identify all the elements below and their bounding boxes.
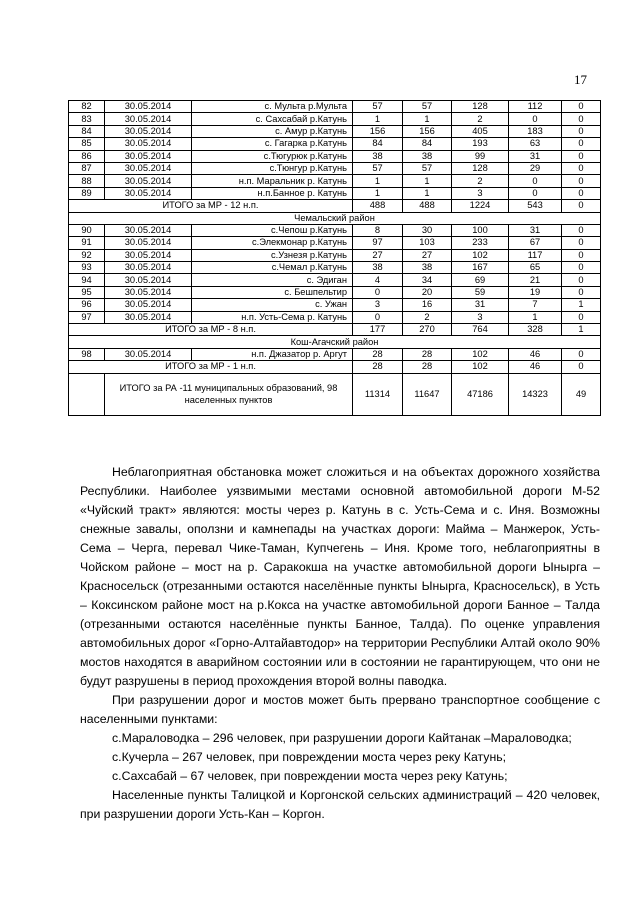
table-cell: 86 [69,150,105,162]
table-cell: 84 [403,138,452,150]
table-cell: 0 [562,113,601,125]
region-title: Кош-Агачский район [69,336,601,348]
total-value: 28 [353,361,403,373]
table-cell: 59 [452,286,509,298]
table-cell: 38 [403,150,452,162]
table-cell: 93 [69,262,105,274]
paragraph: Неблагоприятная обстановка может сложиться и на объектах дорожного хозяйства Республики. Наиболее уязвимыми местами основной автомобильной дороги М-52 «Чуйский тракт» являются: мосты через р. Катунь в с. Усть-Сема и с. Иня. Возможны снежные завалы, оползни и камнепады на участках дороги: Майма – Манжерок, Усть-Сема – Черга, перевал Чике-Таман, Купчегень – Иня. Кроме того, неблагоприятны в Чойском районе – мост на р. Саракокша на участке автомобильной дороги Ынырга – Красносельск (отрезанными остаются населённые пункты Ынырга, Красносельск), в Усть – Коксинском районе мост на р.Кокса на участке автомобильной дороги Банное – Талда (отрезанными остаются населённые пункты Банное, Талда). По оценке управления автомобильных дорог «Горно-Алтайавтодор» на территории Республики Алтай около 90% мостов находятся в аварийном состоянии или в состоянии не гарантирующем, что они не будут разрушены в период прохождения второй волны паводка. [80,465,600,688]
table-cell: 1 [353,175,403,187]
total-value: 14323 [509,373,562,415]
page-number: 17 [574,72,587,87]
table-row [69,286,601,298]
table-cell: 30.05.2014 [105,299,192,311]
table-cell: 3 [353,299,403,311]
total-row [69,324,601,336]
table-cell: 0 [562,224,601,236]
table-cell: 91 [69,237,105,249]
table-cell: 0 [562,162,601,174]
table-cell: 405 [452,125,509,137]
table-cell [69,373,105,415]
table-row [69,224,601,236]
settlement-cell: с. Бешпельтир [192,286,353,298]
table-cell: 0 [562,150,601,162]
table-cell: 0 [562,187,601,199]
table-cell: 0 [353,286,403,298]
table-cell: 1 [562,299,601,311]
table-cell: 19 [509,286,562,298]
table-cell: 102 [452,249,509,261]
table-row [69,237,601,249]
total-value: 11647 [403,373,452,415]
table-cell: 112 [509,101,562,113]
total-value: 1 [562,324,601,336]
total-value: 177 [353,324,403,336]
total-value: 270 [403,324,452,336]
table-row [69,150,601,162]
table-cell: 193 [452,138,509,150]
region-row [69,212,601,224]
paragraph: Населенные пункты Талицкой и Коргонской сельских администраций – 420 человек, при разрушении дороги Усть-Кан – Коргон. [80,788,600,821]
table-cell: 3 [452,311,509,323]
table-row [69,348,601,360]
table-row [69,249,601,261]
table-cell: 21 [509,274,562,286]
table-cell: 57 [353,101,403,113]
table-cell: 65 [509,262,562,274]
table-cell: 16 [403,299,452,311]
table-cell: 156 [403,125,452,137]
table-cell: 117 [509,249,562,261]
table-cell: 38 [403,262,452,274]
table-cell: 57 [353,162,403,174]
table-cell: 67 [509,237,562,249]
paragraph: При разрушении дорог и мостов может быть прервано транспортное сообщение с населенными пунктами: [80,693,600,726]
paragraph: с.Сахсабай – 67 человек, при повреждении моста через реку Катунь; [112,769,508,783]
table-cell: 30.05.2014 [105,125,192,137]
table-cell: 2 [403,311,452,323]
settlement-cell: с. Эдиган [192,274,353,286]
table-cell: 84 [69,125,105,137]
table-row [69,175,601,187]
table-cell: 27 [353,249,403,261]
table-row [69,311,601,323]
total-value: 0 [562,361,601,373]
settlement-cell: с. Сахсабай р.Катунь [192,113,353,125]
total-value: 764 [452,324,509,336]
table-cell: 4 [353,274,403,286]
table-cell: 0 [353,311,403,323]
table-cell: 0 [562,286,601,298]
table-cell: 94 [69,274,105,286]
settlement-cell: с.Элекмонар р.Катунь [192,237,353,249]
table-cell: 30 [403,224,452,236]
total-value: 543 [509,200,562,212]
table-cell: 30.05.2014 [105,224,192,236]
table-cell: 30.05.2014 [105,113,192,125]
table-cell: 95 [69,286,105,298]
total-value: 328 [509,324,562,336]
table-cell: 1 [353,113,403,125]
table-cell: 96 [69,299,105,311]
table-cell: 0 [562,262,601,274]
table-cell: 63 [509,138,562,150]
table-cell: 2 [452,175,509,187]
table-cell: 167 [452,262,509,274]
total-value: 102 [452,361,509,373]
total-value: 1224 [452,200,509,212]
total-row [69,373,601,415]
table-cell: 99 [452,150,509,162]
table-cell: 87 [69,162,105,174]
table-cell: 30.05.2014 [105,311,192,323]
total-value: 46 [509,361,562,373]
settlement-cell: с.Тюнгур р.Катунь [192,162,353,174]
table-cell: 1 [353,187,403,199]
table-cell: 0 [562,138,601,150]
table-cell: 183 [509,125,562,137]
table-cell: 28 [353,348,403,360]
table-cell: 88 [69,175,105,187]
total-label: ИТОГО за МР - 1 н.п. [69,361,353,373]
table-cell: 0 [562,125,601,137]
table-cell: 38 [353,150,403,162]
table-cell: 89 [69,187,105,199]
table-cell: 31 [509,224,562,236]
table-cell: 128 [452,162,509,174]
table-cell: 30.05.2014 [105,274,192,286]
total-label: ИТОГО за МР - 8 н.п. [69,324,353,336]
paragraph: с.Кучерла – 267 человек, при повреждении моста через реку Катунь; [112,750,507,764]
table-cell: 97 [69,311,105,323]
settlement-cell: с. Ужан [192,299,353,311]
table-cell: 0 [509,113,562,125]
table-cell: 0 [562,101,601,113]
table-cell: 0 [562,249,601,261]
total-value: 49 [562,373,601,415]
total-value: 28 [403,361,452,373]
table-row [69,162,601,174]
table-cell: 0 [562,311,601,323]
settlement-cell: н.п. Джазатор р. Аргут [192,348,353,360]
table-cell: 103 [403,237,452,249]
table-cell: 29 [509,162,562,174]
table-cell: 30.05.2014 [105,237,192,249]
settlement-cell: с.Чепош р.Катунь [192,224,353,236]
table-cell: 57 [403,101,452,113]
table-cell: 31 [509,150,562,162]
body-text [80,463,600,824]
table-cell: 30.05.2014 [105,348,192,360]
table-row [69,299,601,311]
total-value: 488 [403,200,452,212]
total-value: 488 [353,200,403,212]
total-row [69,200,601,212]
settlement-cell: с.Тюгурюк р.Катунь [192,150,353,162]
table-cell: 97 [353,237,403,249]
settlement-cell: с. Гагарка р.Катунь [192,138,353,150]
table-row [69,101,601,113]
settlement-cell: с. Амур р.Катунь [192,125,353,137]
table-cell: 34 [403,274,452,286]
table-cell: 1 [403,175,452,187]
table-cell: 92 [69,249,105,261]
table-cell: 30.05.2014 [105,286,192,298]
settlement-cell: н.п.Банное р. Катунь [192,187,353,199]
paragraph: с.Мараловодка – 296 человек, при разрушении дороги Кайтанак –Мараловодка; [112,731,572,745]
table-cell: 27 [403,249,452,261]
total-label: ИТОГО за МР - 12 н.п. [69,200,353,212]
table-cell: 233 [452,237,509,249]
table-cell: 30.05.2014 [105,175,192,187]
table-cell: 0 [562,348,601,360]
settlement-cell: н.п. Маральник р. Катунь [192,175,353,187]
table-cell: 30.05.2014 [105,262,192,274]
table-cell: 20 [403,286,452,298]
region-title: Чемальский район [69,212,601,224]
table-row [69,187,601,199]
settlement-cell: н.п. Усть-Сема р. Катунь [192,311,353,323]
table-cell: 46 [509,348,562,360]
table-cell: 28 [403,348,452,360]
table-cell: 85 [69,138,105,150]
data-table [68,100,601,416]
table-cell: 31 [452,299,509,311]
table-cell: 0 [509,175,562,187]
total-value: 11314 [353,373,403,415]
total-row [69,361,601,373]
table-row [69,113,601,125]
table-cell: 1 [403,187,452,199]
table-cell: 100 [452,224,509,236]
table-cell: 30.05.2014 [105,162,192,174]
table-cell: 30.05.2014 [105,150,192,162]
table-cell: 30.05.2014 [105,187,192,199]
table-row [69,138,601,150]
table-cell: 156 [353,125,403,137]
settlement-cell: с.Чемал р.Катунь [192,262,353,274]
table-cell: 30.05.2014 [105,249,192,261]
table-cell: 8 [353,224,403,236]
table-cell: 0 [562,274,601,286]
table-cell: 30.05.2014 [105,101,192,113]
region-row [69,336,601,348]
table-cell: 0 [562,237,601,249]
settlement-cell: с.Узнезя р.Катунь [192,249,353,261]
table-cell: 128 [452,101,509,113]
table-row [69,125,601,137]
table-cell: 30.05.2014 [105,138,192,150]
table-cell: 1 [403,113,452,125]
table-cell: 84 [353,138,403,150]
total-value: 0 [562,200,601,212]
settlement-cell: с. Мульта р.Мульта [192,101,353,113]
table-cell: 69 [452,274,509,286]
table-cell: 0 [509,187,562,199]
total-value: 47186 [452,373,509,415]
table-cell: 7 [509,299,562,311]
table-row [69,274,601,286]
table-cell: 57 [403,162,452,174]
table-cell: 98 [69,348,105,360]
table-cell: 82 [69,101,105,113]
table-row [69,262,601,274]
table-cell: 83 [69,113,105,125]
total-label: ИТОГО за РА -11 муниципальных образований, 98 населенных пунктов [105,373,353,415]
table-cell: 3 [452,187,509,199]
table-cell: 90 [69,224,105,236]
table-cell: 102 [452,348,509,360]
table-cell: 0 [562,175,601,187]
table-cell: 38 [353,262,403,274]
table-cell: 2 [452,113,509,125]
table-cell: 1 [509,311,562,323]
